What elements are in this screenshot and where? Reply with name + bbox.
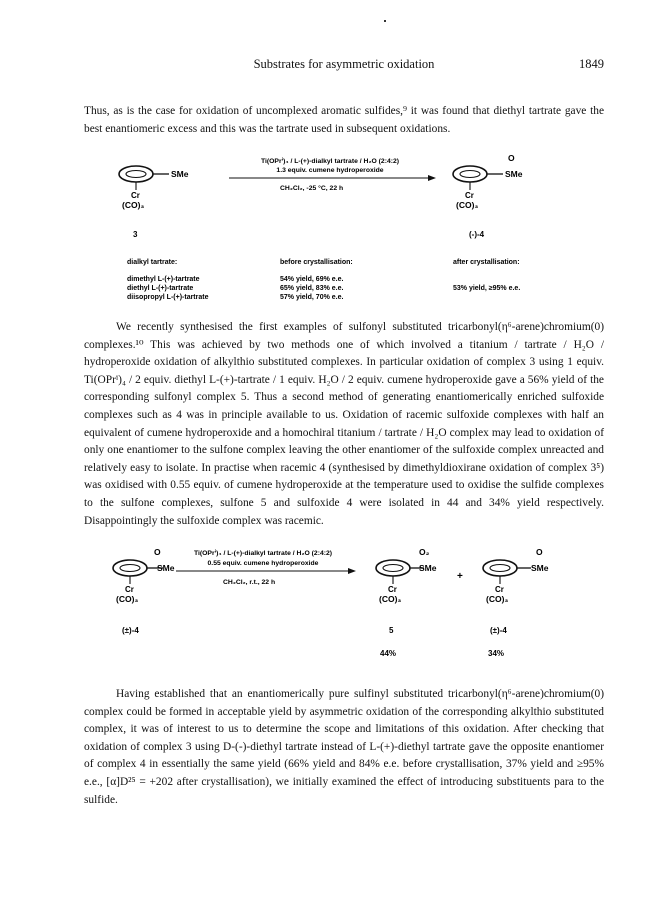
sulfoxide-complex-4 bbox=[453, 153, 523, 210]
conditions-label: CH₂Cl₂, -25 °C, 22 h bbox=[280, 185, 344, 192]
sulfoxide-sme-label: SMe bbox=[531, 563, 549, 573]
scheme-1 bbox=[84, 150, 604, 308]
sulfoxide-oxygen-label: O bbox=[536, 547, 543, 557]
table-cell-before: 65% yield, 83% e.e. bbox=[280, 285, 344, 292]
table-header-tartrate: dialkyl tartrate: bbox=[127, 259, 178, 266]
co-label: (CO)₃ bbox=[486, 594, 509, 604]
arene-complex-3 bbox=[119, 166, 189, 210]
sulfoxide-yield: 34% bbox=[488, 649, 505, 658]
reagents-line-2: 1.3 equiv. cumene hydroperoxide bbox=[276, 167, 384, 174]
racemic-sulfoxide-complex bbox=[113, 547, 175, 604]
cr-label: Cr bbox=[465, 191, 474, 200]
table-header-before: before crystallisation: bbox=[280, 259, 353, 266]
sulfone-yield: 44% bbox=[380, 649, 397, 658]
co-label: (CO)₃ bbox=[122, 200, 145, 210]
reagents-line-1: Ti(OPrⁱ)₄ / L-(+)-dialkyl tartrate / H₂O (2:4:2) bbox=[260, 158, 400, 165]
table-cell-tartrate: diethyl L-(+)-tartrate bbox=[127, 285, 194, 292]
co-label: (CO)₃ bbox=[379, 594, 402, 604]
cr-label: Cr bbox=[131, 191, 140, 200]
compound-label-5: 5 bbox=[389, 626, 394, 635]
paragraph-1: Thus, as is the case for oxidation of uncomplexed aromatic sulfides,⁹ it was found that diethyl tartrate gave the best enantiomeric excess and this was the tartrate used in subsequent oxidations. bbox=[84, 105, 604, 135]
table-cell-before: 57% yield, 70% e.e. bbox=[280, 294, 344, 301]
conditions-label: CH₂Cl₂, r.t., 22 h bbox=[223, 579, 276, 586]
table-header-after: after crystallisation: bbox=[453, 259, 520, 266]
scheme-2 bbox=[84, 541, 604, 671]
compound-label-rac-4-product: (±)-4 bbox=[490, 626, 507, 635]
cr-label: Cr bbox=[388, 585, 397, 594]
tartrate-results-table bbox=[127, 259, 520, 301]
table-cell-before: 54% yield, 69% e.e. bbox=[280, 276, 344, 283]
sulfone-complex-5 bbox=[376, 547, 437, 604]
reagents-line-2: 0.55 equiv. cumene hydroperoxide bbox=[207, 560, 319, 567]
product-sme-label: SMe bbox=[505, 169, 523, 179]
recovered-sulfoxide-complex bbox=[483, 547, 549, 604]
compound-label-3: 3 bbox=[133, 230, 138, 239]
sulfoxide-oxygen-label: O bbox=[508, 153, 515, 163]
co-label: (CO)₃ bbox=[116, 594, 139, 604]
sme-group-label: SMe bbox=[171, 169, 189, 179]
table-cell-tartrate: diisopropyl L-(+)-tartrate bbox=[127, 294, 209, 301]
paragraph-3: Having established that an enantiomerically pure sulfinyl substituted tricarbonyl(η⁶-arene)chromium(0) complex could be formed in acceptable yield by asymmetric oxidation of the corresponding alkylthio substituted complex, it was of interest to us to determine the scope and limitations of this oxidation. After checking that oxidation of complex 3 using D-(-)-diethyl tartrate instead of L-(+)-diethyl tartrate gave the opposite enantiomer of complex 4 in essentially the same yield (66% yield and 84% e.e. before crystallisation, 37% yield and ≥95% e.e., [α]D²⁵ = +202 after crystallisation), we initially examined the effect of introducing substituents para to the sulfide. bbox=[84, 688, 604, 806]
co-label: (CO)₃ bbox=[456, 200, 479, 210]
compound-label-minus-4: (-)-4 bbox=[469, 230, 485, 239]
running-header bbox=[84, 57, 604, 73]
sulfone-oxygen-label: O₂ bbox=[419, 547, 430, 557]
cr-label: Cr bbox=[495, 585, 504, 594]
sulfone-sme-label: SMe bbox=[419, 563, 437, 573]
start-oxygen-label: O bbox=[154, 547, 161, 557]
page-number: 1849 bbox=[579, 57, 604, 71]
table-cell-after: 53% yield, ≥95% e.e. bbox=[453, 285, 521, 292]
compound-label-rac-4: (±)-4 bbox=[122, 626, 139, 635]
table-cell-tartrate: dimethyl L-(+)-tartrate bbox=[127, 276, 200, 283]
reagents-line-1: Ti(OPrⁱ)₄ / L-(+)-dialkyl tartrate / H₂O (2:4:2) bbox=[193, 550, 333, 557]
header-title: Substrates for asymmetric oxidation bbox=[253, 57, 435, 71]
cr-label: Cr bbox=[125, 585, 134, 594]
paragraph-2: We recently synthesised the first examples of sulfonyl substituted tricarbonyl(η⁶-arene)chromium(0) complexes.¹⁰ This was achieved by two methods one of which involved a titanium / tartrate / H₂O / hydroperoxide oxidation of alkylthio substituted complexes. In particular oxidation of complex 3 using 1 equiv. Ti(OPrⁱ)₄ / 2 equiv. diethyl L-(+)-tartrate / 1 equiv. H₂O / 2 equiv. cumene hydroperoxide gave a 56% yield of the corresponding sulfonyl complex 5. Thus a second method of generating enantiomerically enriched sulfoxide complexes such as 4 was in principle available to us. Oxidation of racemic sulfoxide complexes with half an equivalent of cumene hydroperoxide and a homochiral titanium / tartrate / H₂O complex may lead to oxidation of only one enantiomer to the sulfone complex leaving the other enantiomer of the sulfoxide complex unreacted and relatively easy to isolate. In practise when racemic 4 (synthesised by dimethyldioxirane oxidation of complex 3⁵) was oxidised with 0.55 equiv. of cumene hydroperoxide at the temperature used to oxidise the sulfide complexes to the sulfone complexes, sulfone 5 and sulfoxide 4 were isolated in 44 and 34% yield respectively. Disappointingly the sulfoxide complex was racemic. bbox=[84, 321, 604, 527]
plus-sign: + bbox=[457, 571, 463, 582]
speck-mark bbox=[384, 20, 386, 22]
start-sme-label: SMe bbox=[157, 563, 175, 573]
